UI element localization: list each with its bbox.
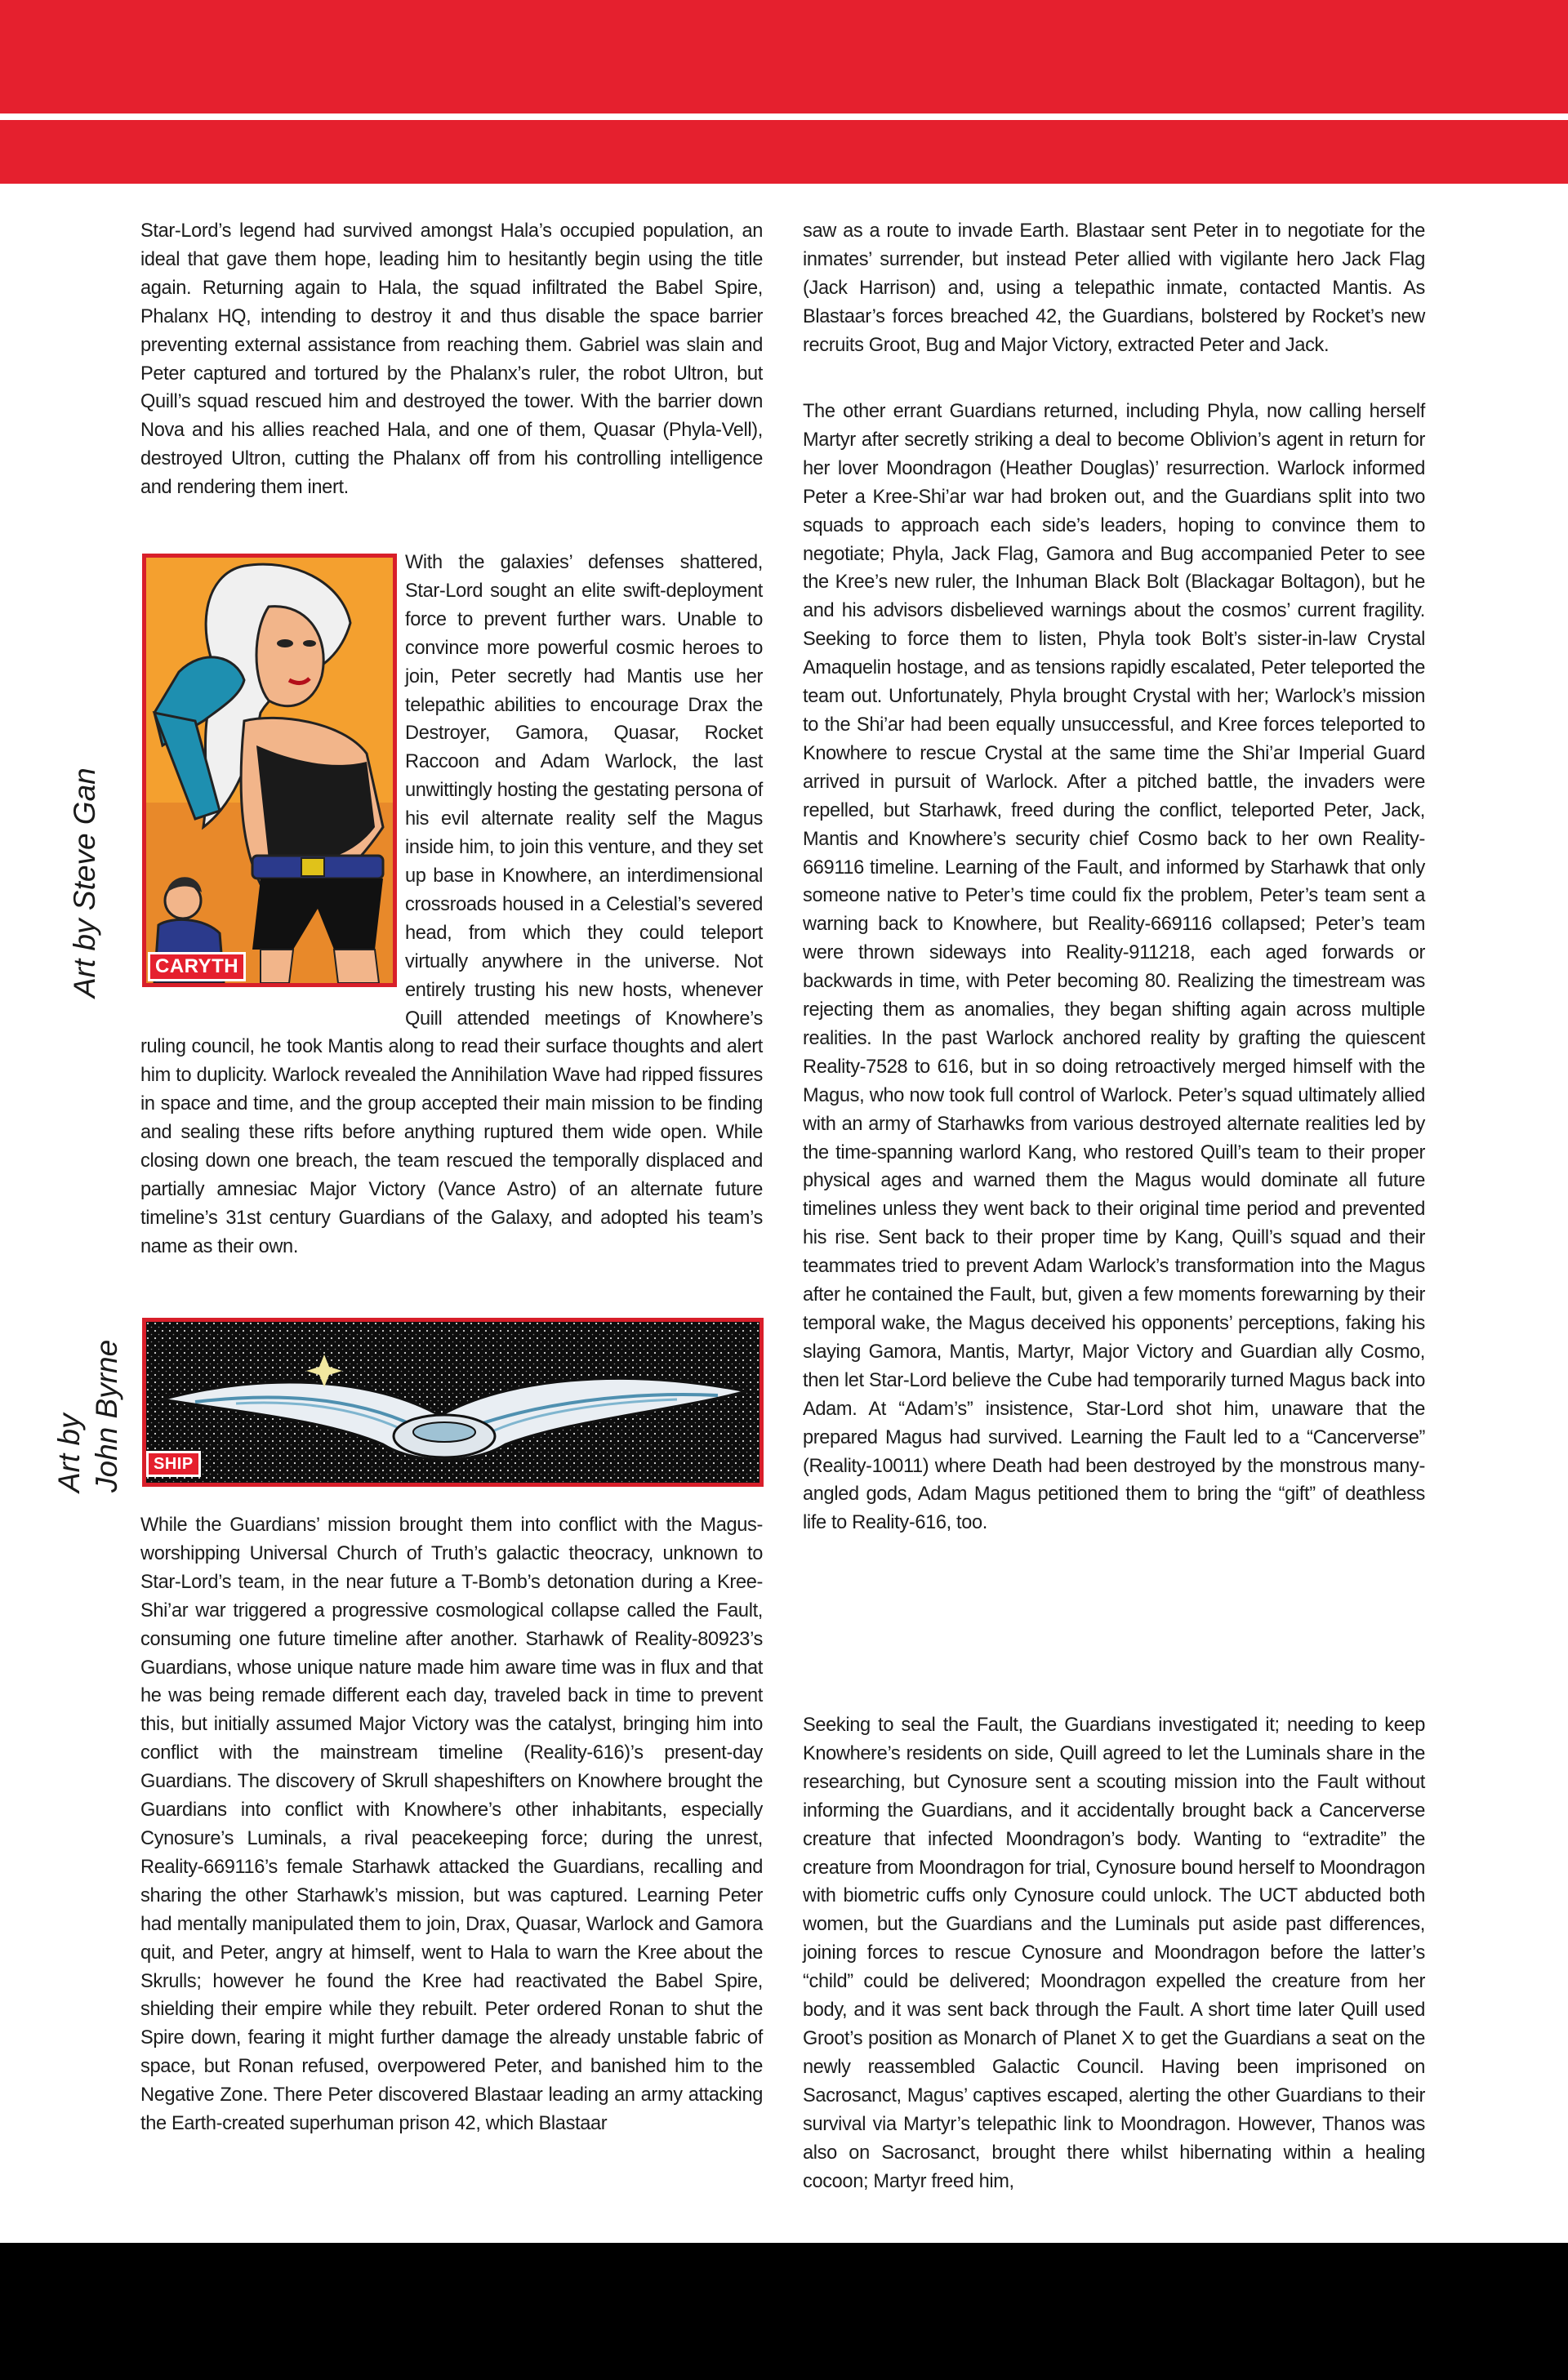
image-wrap-spacer [140,554,405,1021]
col1-paragraph-2 [140,549,763,1261]
footer-band [0,2243,1568,2380]
credit-steve-gan [67,767,103,998]
credit-steve-gan-text: Art by Steve Gan [68,767,101,998]
credit-john-byrne-line1: Art by [52,1413,86,1493]
credit-john-byrne [51,1340,126,1493]
col2-paragraph-1: saw as a route to invade Earth. Blastaar sent Peter in to negotiate for the inmates’ surrender, but instead Peter allied with vigilante hero Jack Flag (Jack Harrison) and, using a telepathic inmate, contacted Mantis. As Blastaar’s forces breached 42, the Guardians, bolstered by Rocket’s new recruits Groot, Bug and Major Victory, extracted Peter and Jack. [803,220,1425,356]
caryth-label: CARYTH [148,952,246,981]
header-band-top [0,0,1568,113]
ship-illustration [146,1322,760,1483]
ship-image [142,1318,764,1487]
col1-paragraph-3: While the Guardians’ mission brought them into conflict with the Magus-worshipping Universal Church of Truth’s galactic theocracy, unknown to Star-Lord’s team, in the near future a T-Bomb’s detonation during a Kree-Shi’ar war triggered a progressive cosmological collapse called the Fault, consuming one future timeline after another. Starhawk of Reality-80923’s Guardians, whose unique nature made him aware time was in flux and that he was being remade different each day, traveled back in time to prevent this, but initially assumed Major Victory was the catalyst, bringing him into conflict with the mainstream timeline (Reality-616)’s present-day Guardians. The discovery of Skrull shapeshifters on Knowhere brought the Guardians into conflict with Knowhere’s other inhabitants, especially Cynosure’s Luminals, a rival peacekeeping force; during the unrest, Reality-669116’s female Starhawk attacked the Guardians, recalling and sharing the other Starhawk’s mission, but was captured. Learning Peter had mentally manipulated them to join, Drax, Quasar, Warlock and Gamora quit, and Peter, angry at himself, went to Hala to warn the Kree about the Skrulls; however he found the Kree had reactivated the Babel Spire, shielding their empire while they rebuilt. Peter ordered Ronan to shut the Spire down, fearing it might further damage the already unstable fabric of space, but Ronan refused, overpowered Peter, and banished him to the Negative Zone. There Peter discovered Blastaar leading an army attacking the Earth-created superhuman prison 42, which Blastaar [140,1515,763,2135]
col2-paragraph-3: Seeking to seal the Fault, the Guardians investigated it; needing to keep Knowhere’s residents on side, Quill agreed to let the Luminals share in the researching, but Cynosure sent a scouting mission into the Fault without informing the Guardians, and it accidentally brought back a Cancerverse creature that infected Moondragon’s body. Wanting to “extradite” the creature from Moondragon for trial, Cynosure bound herself to Moondragon with biometric cuffs only Cynosure could unlock. The UCT abducted both women, but the Guardians and the Luminals put aside past differences, joining forces to rescue Cynosure and Moondragon before the latter’s “child” could be delivered; Moondragon expelled the creature from her body, and it was sent back through the Fault. A short time later Quill used Groot’s position as Monarch of Planet X to get the Guardians a seat on the newly reassembled Galactic Council. Having been imprisoned on Sacrosanct, Magus’ captives escaped, alerting the other Guardians to their survival via Martyr’s telepathic link to Moondragon. However, Thanos was also on Sacrosanct, brought there whilst hibernating within a healing cocoon; Martyr freed him, [803,1715,1425,2192]
header-divider-line [0,113,1568,120]
col1-paragraph-2-text: With the galaxies’ defenses shattered, Star-Lord sought an elite swift-deployment force to prevent further wars. Unable to convince more powerful cosmic heroes to join, Peter secretly had Mantis use her telepathic abilities to encourage Drax the Destroyer, Gamora, Quasar, Rocket Raccoon and Adam Warlock, the last unwittingly hosting the gestating persona of his evil alternate reality self the Magus inside him, to join this venture, and they set up base in Knowhere, an interdimensional crossroads housed in a Celestial’s severed head, from which they could teleport virtually anywhere in the universe. Not entirely trusting his new hosts, whenever Quill attended meetings of Knowhere’s ruling council, he took Mantis along to read their surface thoughts and alert him to duplicity. Warlock revealed the Annihilation Wave had ripped fissures in space and time, and the group accepted their main mission to be finding and sealing these rifts before anything ruptured them wide open. While closing down one breach, the team rescued the temporally displaced and partially amnesiac Major Victory (Vance Astro) of an alternate future timeline’s 31st century Guardians of the Galaxy, and adopted his team’s name as their own. [140,552,763,1257]
ship-label: SHIP [146,1451,201,1477]
credit-john-byrne-line2: John Byrne [90,1339,123,1493]
col1-paragraph-1: Star-Lord’s legend had survived amongst Hala’s occupied population, an ideal that gave them hope, leading him to hesitantly begin using the title again. Returning again to Hala, the squad infiltrated the Babel Spire, Phalanx HQ, intending to destroy it and thus disable the space barrier preventing external assistance from reaching them. Gabriel was slain and Peter captured and tortured by the Phalanx’s ruler, the robot Ultron, but Quill’s squad rescued him and destroyed the tower. With the barrier down Nova and his allies reached Hala, and one of them, Quasar (Phyla-Vell), destroyed Ultron, cutting the Phalanx off from his controlling intelligence and rendering them inert. [140,220,763,499]
header-band-bottom [0,120,1568,184]
col2-paragraph-2: The other errant Guardians returned, including Phyla, now calling herself Martyr after secretly striking a deal to become Oblivion’s agent in return for her lover Moondragon (Heather Douglas)’ resurrection. Warlock informed Peter a Kree-Shi’ar war had broken out, and the Guardians split into two squads to approach each side’s leaders, hoping to convince them to negotiate; Phyla, Jack Flag, Gamora and Bug accompanied Peter to see the Kree’s new ruler, the Inhuman Black Bolt (Blackagar Boltagon), but he and his advisors disbelieved warnings about the cosmos’ current fragility. Seeking to force them to listen, Phyla took Bolt’s sister-in-law Crystal Amaquelin hostage, and as tensions rapidly escalated, Peter teleported the team out. Unfortunately, Phyla brought Crystal with her; Warlock’s mission to the Shi’ar had been equally unsuccessful, and Kree forces teleported to Knowhere to rescue Crystal at the same time the Shi’ar Imperial Guard arrived in pursuit of Warlock. After a pitched battle, the invaders were repelled, but Starhawk, freed during the conflict, teleported Peter, Jack, Mantis and Knowhere’s security chief Cosmo back to her own Reality-669116 timeline. Learning of the Fault, and informed by Starhawk that only someone native to Peter’s time could fix the problem, Peter’s team sent a warning back to Knowhere, but Reality-669116 collapsed; Peter’s team were thrown sideways into Reality-911218, each aged forwards or backwards in time, with Peter becoming 80. Realizing the timestream was rejecting them as anomalies, they began shifting again across multiple realities. In the past Warlock anchored reality by grafting the quiescent Reality-7528 to 616, but in so doing retroactively merged himself with the Magus, who now took full control of Warlock. Peter’s squad ultimately allied with an army of Starhawks from various destroyed alternate realities led by the time-spanning warlord Kang, who restored Quill’s team to their proper physical ages and warned them the Magus would dominate all future timelines unless they went back to their original time period and prevented his rise. Sent back to their proper time by Kang, Quill’s squad and their teammates tried to prevent Adam Warlock’s transformation into the Magus after he contained the Fault, but, given a few moments forewarning by their temporal wake, the Magus deceived his opponents’ perceptions, faking his slaying Gamora, Mantis, Martyr, Major Victory and Guardian ally Cosmo, then let Star-Lord believe the Cube had temporarily turned Magus back into Adam. At “Adam’s” insistence, Star-Lord shot him, unaware that the prepared Magus had survived. Learning the Fault led to a “Cancerverse” (Reality-10011) where Death had been destroyed by the monstrous many-angled gods, Adam Magus petitioned them to bring the “gift” of deathless life to Reality-616, too. [803,401,1425,1534]
